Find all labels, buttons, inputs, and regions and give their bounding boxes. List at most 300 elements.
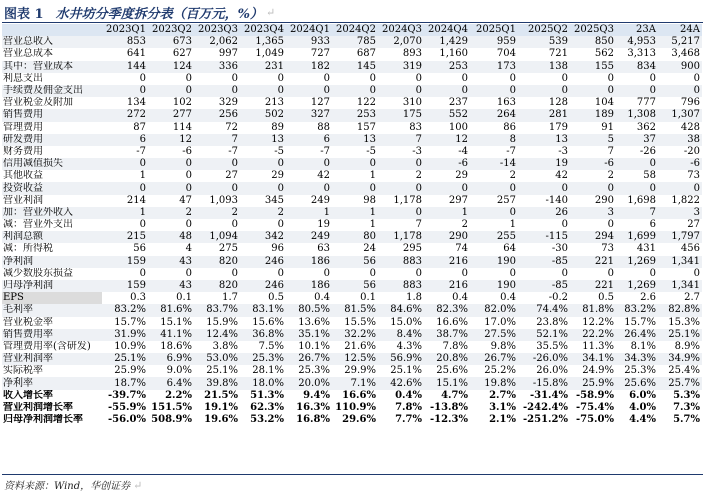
table-cell: 345	[264, 194, 284, 206]
table-cell: 19.1%	[204, 401, 238, 413]
table-cell: 253	[356, 109, 376, 121]
row-label: 营业利润	[3, 194, 43, 206]
table-cell: 104	[594, 97, 614, 109]
table-cell: 275	[218, 243, 238, 255]
table-cell: 0	[693, 72, 700, 84]
table-cell: 5.7%	[673, 414, 700, 426]
table-cell: 2.2%	[165, 389, 192, 401]
table-cell: 53.0%	[206, 353, 238, 365]
table-cell: 43	[179, 280, 192, 292]
table-cell: 1,160	[439, 48, 468, 60]
table-cell: 29.6%	[342, 414, 376, 426]
table-cell: 12	[179, 133, 192, 145]
table-cell: 257	[496, 194, 516, 206]
table-cell: 16.6%	[342, 389, 376, 401]
table-cell: 213	[264, 97, 284, 109]
table-cell: -6	[604, 158, 614, 170]
table-cell: -56.0%	[107, 414, 146, 426]
table-cell: 933	[310, 36, 330, 48]
table-cell: 2,070	[393, 36, 422, 48]
table-cell: 1,093	[209, 194, 238, 206]
table-cell: 0	[561, 267, 568, 279]
table-cell: 25.1%	[206, 365, 238, 377]
table-cell: 1	[461, 206, 468, 218]
table-cell: 16.6%	[436, 316, 468, 328]
table-cell: 128	[548, 97, 568, 109]
table-cell: 8.4%	[396, 328, 422, 340]
table-cell: 310	[402, 97, 422, 109]
row-label: 净利润	[3, 255, 33, 267]
table-cell: 27.5%	[484, 328, 516, 340]
table-cell: 127	[310, 97, 330, 109]
table-row	[2, 292, 702, 304]
table-cell: 0	[277, 267, 284, 279]
table-cell: 1,269	[627, 255, 656, 267]
table-cell: 38	[687, 133, 700, 145]
table-cell: 6	[139, 133, 146, 145]
table-cell: 336	[218, 60, 238, 72]
table-cell: 28.1%	[252, 365, 284, 377]
column-header	[2, 24, 102, 36]
table-cell: -7	[320, 145, 330, 157]
table-cell: 3,468	[671, 48, 700, 60]
table-cell: 1	[139, 206, 146, 218]
table-cell: 721	[548, 48, 568, 60]
table-cell: 74.4%	[536, 304, 568, 316]
table-cell: 0	[415, 182, 422, 194]
table-cell: -58.9%	[575, 389, 614, 401]
table-cell: 0	[415, 206, 422, 218]
table-row	[2, 256, 702, 268]
table-cell: 0	[415, 158, 422, 170]
table-cell: 0	[607, 85, 614, 97]
table-cell: 431	[636, 243, 656, 255]
table-cell: 1,269	[627, 280, 656, 292]
table-cell: 83.1%	[252, 304, 284, 316]
table-cell: 12.2%	[582, 316, 614, 328]
column-header: 2023Q1	[105, 24, 146, 36]
table-cell: 0.5	[598, 292, 614, 304]
table-cell: 159	[126, 255, 146, 267]
table-cell: 88	[317, 121, 330, 133]
table-cell: 0	[323, 158, 330, 170]
table-cell: 56	[133, 243, 146, 255]
table-cell: 294	[594, 231, 614, 243]
table-cell: 34.3%	[624, 353, 656, 365]
table-body	[2, 36, 702, 426]
table-cell: 777	[636, 97, 656, 109]
table-cell: -85	[551, 280, 568, 292]
row-label: 收入增长率	[3, 389, 53, 401]
table-row	[2, 36, 702, 48]
table-cell: 0	[561, 219, 568, 231]
table-cell: 6.4%	[166, 377, 192, 389]
row-label: 加：营业外收入	[3, 206, 73, 218]
table-cell: 80	[363, 231, 376, 243]
row-label: 利润总额	[3, 231, 43, 243]
table-cell: 0	[231, 267, 238, 279]
table-cell: 25.7%	[668, 377, 700, 389]
table-cell: 0	[649, 85, 656, 97]
table-cell: 25.6%	[436, 365, 468, 377]
table-cell: 9.8%	[490, 340, 516, 352]
table-cell: 18.6%	[160, 340, 192, 352]
table-cell: -5	[366, 145, 376, 157]
table-cell: 0	[277, 182, 284, 194]
table-cell: 0	[139, 72, 146, 84]
table-cell: 2.7%	[489, 389, 516, 401]
column-header: 2024Q3	[381, 24, 422, 36]
table-cell: 189	[594, 109, 614, 121]
table-cell: 290	[594, 194, 614, 206]
table-cell: 1	[509, 219, 516, 231]
table-cell: 820	[218, 280, 238, 292]
table-cell: 1	[369, 219, 376, 231]
table-cell: 3.1%	[489, 401, 516, 413]
table-cell: 25.4%	[668, 365, 700, 377]
table-cell: 10.9%	[114, 340, 146, 352]
table-cell: 81.6%	[160, 304, 192, 316]
row-label: 投资收益	[3, 182, 43, 194]
table-cell: 0	[139, 219, 146, 231]
table-cell: 83	[409, 121, 422, 133]
table-cell: 1,178	[393, 194, 422, 206]
table-cell: 7.7%	[395, 414, 422, 426]
table-cell: 8.9%	[674, 340, 700, 352]
table-cell: 7	[415, 219, 422, 231]
table-cell: 255	[496, 231, 516, 243]
table-row	[2, 207, 702, 219]
table-cell: 19	[317, 219, 330, 231]
table-cell: 0	[231, 85, 238, 97]
table-cell: 32.2%	[344, 328, 376, 340]
table-cell: 26	[555, 206, 568, 218]
table-cell: 15.1%	[436, 377, 468, 389]
table-cell: 41.1%	[160, 328, 192, 340]
table-row	[2, 97, 702, 109]
table-row	[2, 243, 702, 255]
table-row	[2, 219, 702, 231]
table-cell: 16.3%	[296, 401, 330, 413]
table-cell: 25.9%	[114, 365, 146, 377]
table-cell: 5,217	[671, 36, 700, 48]
table-cell: 52.1%	[536, 328, 568, 340]
table-cell: -7	[228, 145, 238, 157]
table-cell: 796	[680, 97, 700, 109]
table-cell: 277	[172, 109, 192, 121]
table-cell: 64	[503, 243, 516, 255]
table-cell: 4.0%	[629, 401, 656, 413]
table-cell: 0	[607, 182, 614, 194]
table-cell: 4.4%	[629, 414, 656, 426]
row-label: 归母净利润增长率	[3, 414, 83, 426]
table-cell: 4.3%	[396, 340, 422, 352]
table-cell: 893	[402, 48, 422, 60]
table-cell: 0	[561, 182, 568, 194]
table-cell: -75.4%	[575, 401, 614, 413]
table-cell: 29	[271, 170, 284, 182]
table-cell: 1,178	[393, 231, 422, 243]
table-cell: -31.4%	[529, 389, 568, 401]
row-label: 信用减值损失	[3, 158, 63, 170]
table-cell: 221	[594, 280, 614, 292]
column-header: 2025Q1	[475, 24, 516, 36]
table-cell: 290	[448, 231, 468, 243]
table-cell: 89	[271, 121, 284, 133]
table-cell: -12.3%	[429, 414, 468, 426]
column-header: 24A	[680, 24, 700, 36]
table-row	[2, 231, 702, 243]
table-row	[2, 353, 702, 365]
table-cell: 0	[607, 219, 614, 231]
table-row	[2, 73, 702, 85]
table-cell: 42	[555, 170, 568, 182]
table-cell: 21.6%	[344, 340, 376, 352]
table-cell: 138	[548, 60, 568, 72]
table-cell: 27	[687, 219, 700, 231]
table-cell: 19.6%	[204, 414, 238, 426]
table-cell: 281	[548, 109, 568, 121]
table-cell: 0	[139, 267, 146, 279]
table-cell: 2	[277, 206, 284, 218]
table-cell: 7	[607, 145, 614, 157]
table-cell: -39.7%	[107, 389, 146, 401]
figure-label: 图表 1	[4, 6, 44, 22]
table-cell: -26	[639, 145, 656, 157]
table-cell: 29.9%	[344, 365, 376, 377]
table-cell: 0	[323, 85, 330, 97]
row-label: 营业税金率	[3, 316, 53, 328]
table-cell: 48	[179, 231, 192, 243]
table-cell: 3.8%	[212, 340, 238, 352]
table-cell: 820	[218, 255, 238, 267]
column-header: 2024Q4	[427, 24, 468, 36]
table-cell: 2.7	[684, 292, 700, 304]
table-cell: 25.3%	[252, 353, 284, 365]
table-cell: 0	[415, 85, 422, 97]
table-cell: 144	[126, 60, 146, 72]
table-cell: 297	[448, 194, 468, 206]
table-cell: 98	[363, 194, 376, 206]
bottom-rule	[2, 474, 703, 475]
table-cell: 175	[402, 109, 422, 121]
row-label: 研发费用	[3, 133, 43, 145]
table-cell: 81.5%	[344, 304, 376, 316]
table-cell: 82.8%	[668, 304, 700, 316]
table-cell: 221	[594, 255, 614, 267]
table-cell: 34.1%	[582, 353, 614, 365]
table-cell: 7.3%	[673, 401, 700, 413]
table-cell: 237	[448, 97, 468, 109]
table-cell: 51.3%	[250, 389, 284, 401]
table-cell: 7.8%	[395, 401, 422, 413]
table-cell: 19	[555, 158, 568, 170]
table-cell: -7	[136, 145, 146, 157]
table-cell: 253	[448, 60, 468, 72]
table-cell: -5	[274, 145, 284, 157]
table-cell: 1	[323, 206, 330, 218]
financial-table	[2, 24, 702, 426]
table-cell: 1,699	[627, 231, 656, 243]
table-cell: 456	[680, 243, 700, 255]
table-cell: 21.5%	[204, 389, 238, 401]
table-cell: 34.9%	[668, 353, 700, 365]
table-cell: 83.7%	[206, 304, 238, 316]
table-cell: 428	[680, 121, 700, 133]
table-cell: 0	[649, 158, 656, 170]
table-cell: 25.2%	[484, 365, 516, 377]
table-cell: 56	[363, 280, 376, 292]
table-cell: 58	[643, 170, 656, 182]
table-cell: 36.8%	[252, 328, 284, 340]
table-cell: 182	[310, 60, 330, 72]
table-cell: 5	[607, 133, 614, 145]
table-cell: 3	[607, 206, 614, 218]
table-cell: 1,308	[627, 109, 656, 121]
table-cell: 6	[649, 219, 656, 231]
table-cell: 1.8	[406, 292, 422, 304]
source-note	[4, 477, 142, 492]
table-cell: 0	[461, 182, 468, 194]
table-cell: 295	[402, 243, 422, 255]
table-cell: 81.8%	[582, 304, 614, 316]
table-cell: 0	[323, 267, 330, 279]
row-label: EPS	[2, 292, 102, 304]
table-cell: 8.1%	[630, 340, 656, 352]
table-cell: 4.7%	[441, 389, 468, 401]
table-cell: 25.9%	[582, 377, 614, 389]
table-cell: 0.4%	[395, 389, 422, 401]
table-cell: 0	[693, 182, 700, 194]
table-cell: 0	[231, 219, 238, 231]
table-cell: 100	[448, 121, 468, 133]
table-cell: 7	[415, 133, 422, 145]
table-cell: 0.1	[176, 292, 192, 304]
table-cell: 0	[415, 72, 422, 84]
table-cell: 37	[643, 133, 656, 145]
row-label: 财务费用	[3, 145, 43, 157]
paragraph-mark-icon: ↵	[133, 479, 143, 492]
table-cell: 1	[139, 170, 146, 182]
table-cell: 231	[264, 60, 284, 72]
figure-caption: 水井坊分季度拆分表（百万元，%）	[55, 6, 263, 22]
table-cell: 163	[496, 97, 516, 109]
row-label: 减：营业外支出	[3, 219, 73, 231]
row-label: 减：所得税	[3, 243, 53, 255]
table-cell: 5.3%	[673, 389, 700, 401]
row-label: 销售费用	[3, 109, 43, 121]
table-cell: 1,365	[255, 36, 284, 48]
row-label: 净利率	[3, 377, 33, 389]
table-cell: 80.5%	[298, 304, 330, 316]
table-row	[2, 402, 702, 414]
table-cell: 1,429	[439, 36, 468, 48]
table-cell: 216	[448, 255, 468, 267]
table-cell: 214	[126, 194, 146, 206]
table-cell: 15.7%	[624, 316, 656, 328]
table-cell: 0	[369, 158, 376, 170]
table-cell: 0	[461, 72, 468, 84]
table-cell: -14	[499, 158, 516, 170]
table-cell: 246	[264, 255, 284, 267]
table-cell: 56	[363, 255, 376, 267]
table-cell: 216	[448, 280, 468, 292]
table-cell: 0	[185, 85, 192, 97]
table-cell: -4	[458, 145, 468, 157]
table-row	[2, 146, 702, 158]
table-cell: 0.4	[500, 292, 516, 304]
table-cell: 0.4	[314, 292, 330, 304]
table-cell: 0	[461, 267, 468, 279]
table-cell: -0.2	[548, 292, 568, 304]
table-cell: 502	[264, 109, 284, 121]
row-label: 毛利率	[3, 304, 33, 316]
table-cell: 38.7%	[436, 328, 468, 340]
table-cell: 12.5%	[344, 353, 376, 365]
table-cell: 0	[277, 72, 284, 84]
table-cell: -6	[690, 158, 700, 170]
table-cell: 26.4%	[624, 328, 656, 340]
table-cell: 7	[649, 206, 656, 218]
table-cell: 539	[548, 36, 568, 48]
table-cell: 562	[594, 48, 614, 60]
table-cell: 114	[172, 121, 192, 133]
table-cell: 0	[369, 72, 376, 84]
table-cell: 18.7%	[114, 377, 146, 389]
table-cell: 72	[225, 121, 238, 133]
table-cell: 0.1	[360, 292, 376, 304]
table-row	[2, 317, 702, 329]
table-cell: 173	[496, 60, 516, 72]
table-cell: 1,307	[671, 109, 700, 121]
table-cell: 1,094	[209, 231, 238, 243]
table-cell: -140	[545, 194, 568, 206]
table-cell: 342	[264, 231, 284, 243]
table-cell: 15.3%	[668, 316, 700, 328]
table-cell: 0	[509, 85, 516, 97]
table-cell: 15.1%	[160, 316, 192, 328]
table-cell: 13	[555, 133, 568, 145]
table-cell: 63	[317, 243, 330, 255]
table-cell: 0	[509, 72, 516, 84]
table-cell: -20	[683, 145, 700, 157]
table-cell: 329	[218, 97, 238, 109]
table-cell: 0.5	[268, 292, 284, 304]
table-cell: 0	[607, 267, 614, 279]
table-cell: 853	[126, 36, 146, 48]
row-label: 减少数股东损益	[3, 267, 73, 279]
table-cell: 0	[509, 206, 516, 218]
table-cell: 687	[356, 48, 376, 60]
table-cell: 25.1%	[390, 365, 422, 377]
table-cell: 12	[455, 133, 468, 145]
table-cell: 102	[172, 97, 192, 109]
table-cell: 43	[179, 255, 192, 267]
table-cell: 155	[594, 60, 614, 72]
table-cell: 7.8%	[442, 340, 468, 352]
table-cell: 7.1%	[350, 377, 376, 389]
table-cell: 1,049	[255, 48, 284, 60]
table-cell: 249	[310, 231, 330, 243]
table-cell: 24.9%	[582, 365, 614, 377]
table-cell: 0.3	[130, 292, 146, 304]
table-cell: 7.5%	[258, 340, 284, 352]
table-cell: 53.2%	[250, 414, 284, 426]
table-cell: 6	[323, 133, 330, 145]
row-label: 营业税金及附加	[3, 97, 73, 109]
table-cell: 82.0%	[484, 304, 516, 316]
table-cell: 4,953	[627, 36, 656, 48]
